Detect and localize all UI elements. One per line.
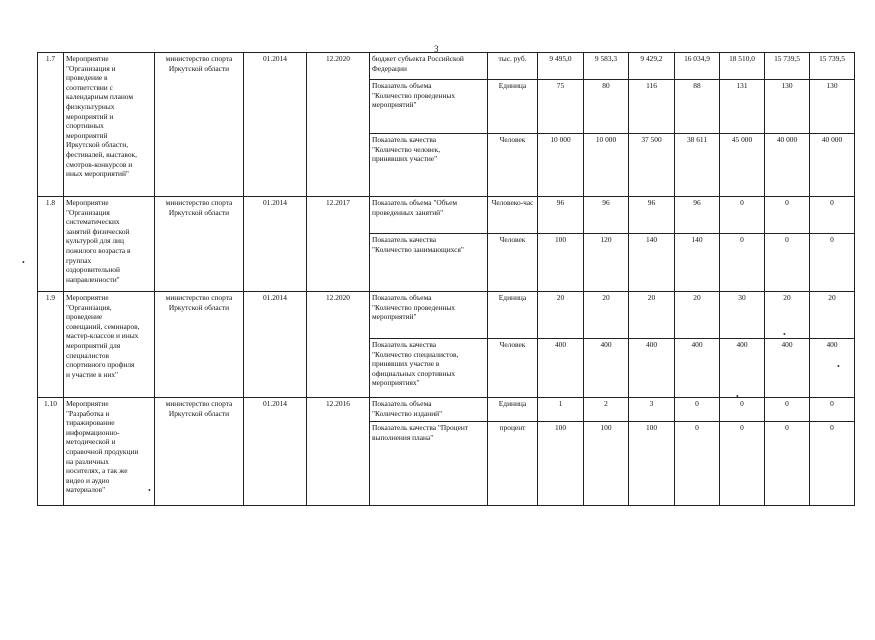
- value-cell: 20: [675, 292, 720, 339]
- value-cell: 96: [538, 197, 584, 234]
- value-cell: 400: [810, 339, 855, 398]
- value-cell: 0: [810, 422, 855, 506]
- value-cell: 0: [765, 422, 810, 506]
- value-cell: 20: [765, 292, 810, 339]
- value-cell: 0: [765, 234, 810, 292]
- value-cell: 75: [538, 80, 584, 134]
- value-cell: 130: [765, 80, 810, 134]
- value-cell: 15 739,5: [765, 53, 810, 80]
- table-row: [38, 53, 855, 80]
- value-cell: 96: [675, 197, 720, 234]
- indicator-name: Показатель качества "Количество занимающихся": [370, 234, 488, 292]
- indicator-name: Показатель качества "Процент выполнения плана": [370, 422, 488, 506]
- value-cell: 2: [584, 398, 629, 422]
- activity-title: Мероприятие "Организация систематических занятий физической культурой для лиц пожилого возраста в группах оздоровительной направленности": [64, 197, 155, 292]
- value-cell: 0: [720, 234, 765, 292]
- table-body: [38, 53, 855, 506]
- value-cell: 96: [629, 197, 675, 234]
- activity-executor: министерство спорта Иркутской области: [155, 197, 244, 292]
- indicator-unit: Человеко-час: [488, 197, 538, 234]
- value-cell: 400: [675, 339, 720, 398]
- value-cell: 1: [538, 398, 584, 422]
- activity-start-date: 01.2014: [244, 53, 307, 197]
- value-cell: 45 000: [720, 134, 765, 197]
- indicator-unit: Человек: [488, 134, 538, 197]
- activity-number: 1.8: [38, 197, 64, 292]
- activity-title: Мероприятие "Организация и проведение в соответствии с календарным планом физкультурных мероприятий и спортивных мероприятий Иркутской области, фестивалей, выставок, смотров-конкурсов и иных мероприятий": [64, 53, 155, 197]
- value-cell: 100: [538, 234, 584, 292]
- value-cell: 40 000: [765, 134, 810, 197]
- indicator-name: Показатель объема "Количество проведенных мероприятий": [370, 80, 488, 134]
- value-cell: 3: [629, 398, 675, 422]
- value-cell: 116: [629, 80, 675, 134]
- value-cell: 0: [720, 197, 765, 234]
- program-activities-table: [37, 52, 855, 506]
- scan-speck: •: [148, 486, 151, 495]
- activity-title: Мероприятие "Разработка и тиражирование информационно- методической и справочной продукции на различных носителях, а так же видео и аудио материалов": [64, 398, 155, 506]
- value-cell: 0: [675, 422, 720, 506]
- activity-executor: министерство спорта Иркутской области: [155, 53, 244, 197]
- indicator-name: Показатель объема "Количество проведенных мероприятий": [370, 292, 488, 339]
- value-cell: 140: [629, 234, 675, 292]
- value-cell: 400: [720, 339, 765, 398]
- value-cell: 15 739,5: [810, 53, 855, 80]
- value-cell: 100: [629, 422, 675, 506]
- indicator-name: Показатель объема "Количество изданий": [370, 398, 488, 422]
- value-cell: 9 583,3: [584, 53, 629, 80]
- table-row: [38, 197, 855, 234]
- activity-number: 1.9: [38, 292, 64, 398]
- indicator-unit: Единица: [488, 80, 538, 134]
- value-cell: 37 500: [629, 134, 675, 197]
- value-cell: 0: [675, 398, 720, 422]
- indicator-unit: процент: [488, 422, 538, 506]
- value-cell: 0: [765, 197, 810, 234]
- value-cell: 100: [538, 422, 584, 506]
- activity-end-date: 12.2017: [307, 197, 370, 292]
- value-cell: 400: [765, 339, 810, 398]
- value-cell: 10 000: [584, 134, 629, 197]
- indicator-unit: Человек: [488, 234, 538, 292]
- activity-start-date: 01.2014: [244, 197, 307, 292]
- scan-speck: •: [837, 362, 840, 371]
- value-cell: 9 429,2: [629, 53, 675, 80]
- value-cell: 20: [810, 292, 855, 339]
- value-cell: 140: [675, 234, 720, 292]
- value-cell: 0: [720, 398, 765, 422]
- value-cell: 400: [629, 339, 675, 398]
- indicator-unit: Человек: [488, 339, 538, 398]
- indicator-name: Показатель качества "Количество специалистов, принявших участие в официальных спортивных мероприятиях": [370, 339, 488, 398]
- scan-speck: •: [783, 330, 786, 339]
- scan-speck: •: [22, 258, 25, 267]
- value-cell: 40 000: [810, 134, 855, 197]
- page-number: 3: [434, 44, 439, 54]
- value-cell: 20: [584, 292, 629, 339]
- value-cell: 0: [810, 197, 855, 234]
- value-cell: 38 611: [675, 134, 720, 197]
- value-cell: 120: [584, 234, 629, 292]
- value-cell: 18 510,0: [720, 53, 765, 80]
- value-cell: 9 495,0: [538, 53, 584, 80]
- indicator-name: Показатель объема "Объем проведенных занятий": [370, 197, 488, 234]
- activity-end-date: 12.2016: [307, 398, 370, 506]
- activity-number: 1.10: [38, 398, 64, 506]
- indicator-unit: тыс. руб.: [488, 53, 538, 80]
- indicator-unit: Единица: [488, 398, 538, 422]
- activity-number: 1.7: [38, 53, 64, 197]
- value-cell: 0: [810, 398, 855, 422]
- activity-start-date: 01.2014: [244, 292, 307, 398]
- value-cell: 0: [810, 234, 855, 292]
- indicator-name: Показатель качества "Количество человек, принявших участие": [370, 134, 488, 197]
- scan-speck: •: [736, 392, 739, 401]
- value-cell: 80: [584, 80, 629, 134]
- activity-start-date: 01.2014: [244, 398, 307, 506]
- value-cell: 30: [720, 292, 765, 339]
- value-cell: 88: [675, 80, 720, 134]
- value-cell: 20: [629, 292, 675, 339]
- value-cell: 100: [584, 422, 629, 506]
- value-cell: 96: [584, 197, 629, 234]
- value-cell: 0: [720, 422, 765, 506]
- activity-title: Мероприятие "Организация, проведение совещаний, семинаров, мастер-классов и иных мероприятий для специалистов спортивного профиля и участие в них": [64, 292, 155, 398]
- value-cell: 0: [765, 398, 810, 422]
- value-cell: 16 034,9: [675, 53, 720, 80]
- value-cell: 10 000: [538, 134, 584, 197]
- indicator-name: бюджет субъекта Российской Федерации: [370, 53, 488, 80]
- value-cell: 20: [538, 292, 584, 339]
- activity-executor: министерство спорта Иркутской области: [155, 398, 244, 506]
- activity-executor: министерство спорта Иркутской области: [155, 292, 244, 398]
- table-row: [38, 292, 855, 339]
- table-row: [38, 398, 855, 422]
- activity-end-date: 12.2020: [307, 53, 370, 197]
- value-cell: 130: [810, 80, 855, 134]
- indicator-unit: Единица: [488, 292, 538, 339]
- activity-end-date: 12.2020: [307, 292, 370, 398]
- value-cell: 400: [538, 339, 584, 398]
- value-cell: 131: [720, 80, 765, 134]
- value-cell: 400: [584, 339, 629, 398]
